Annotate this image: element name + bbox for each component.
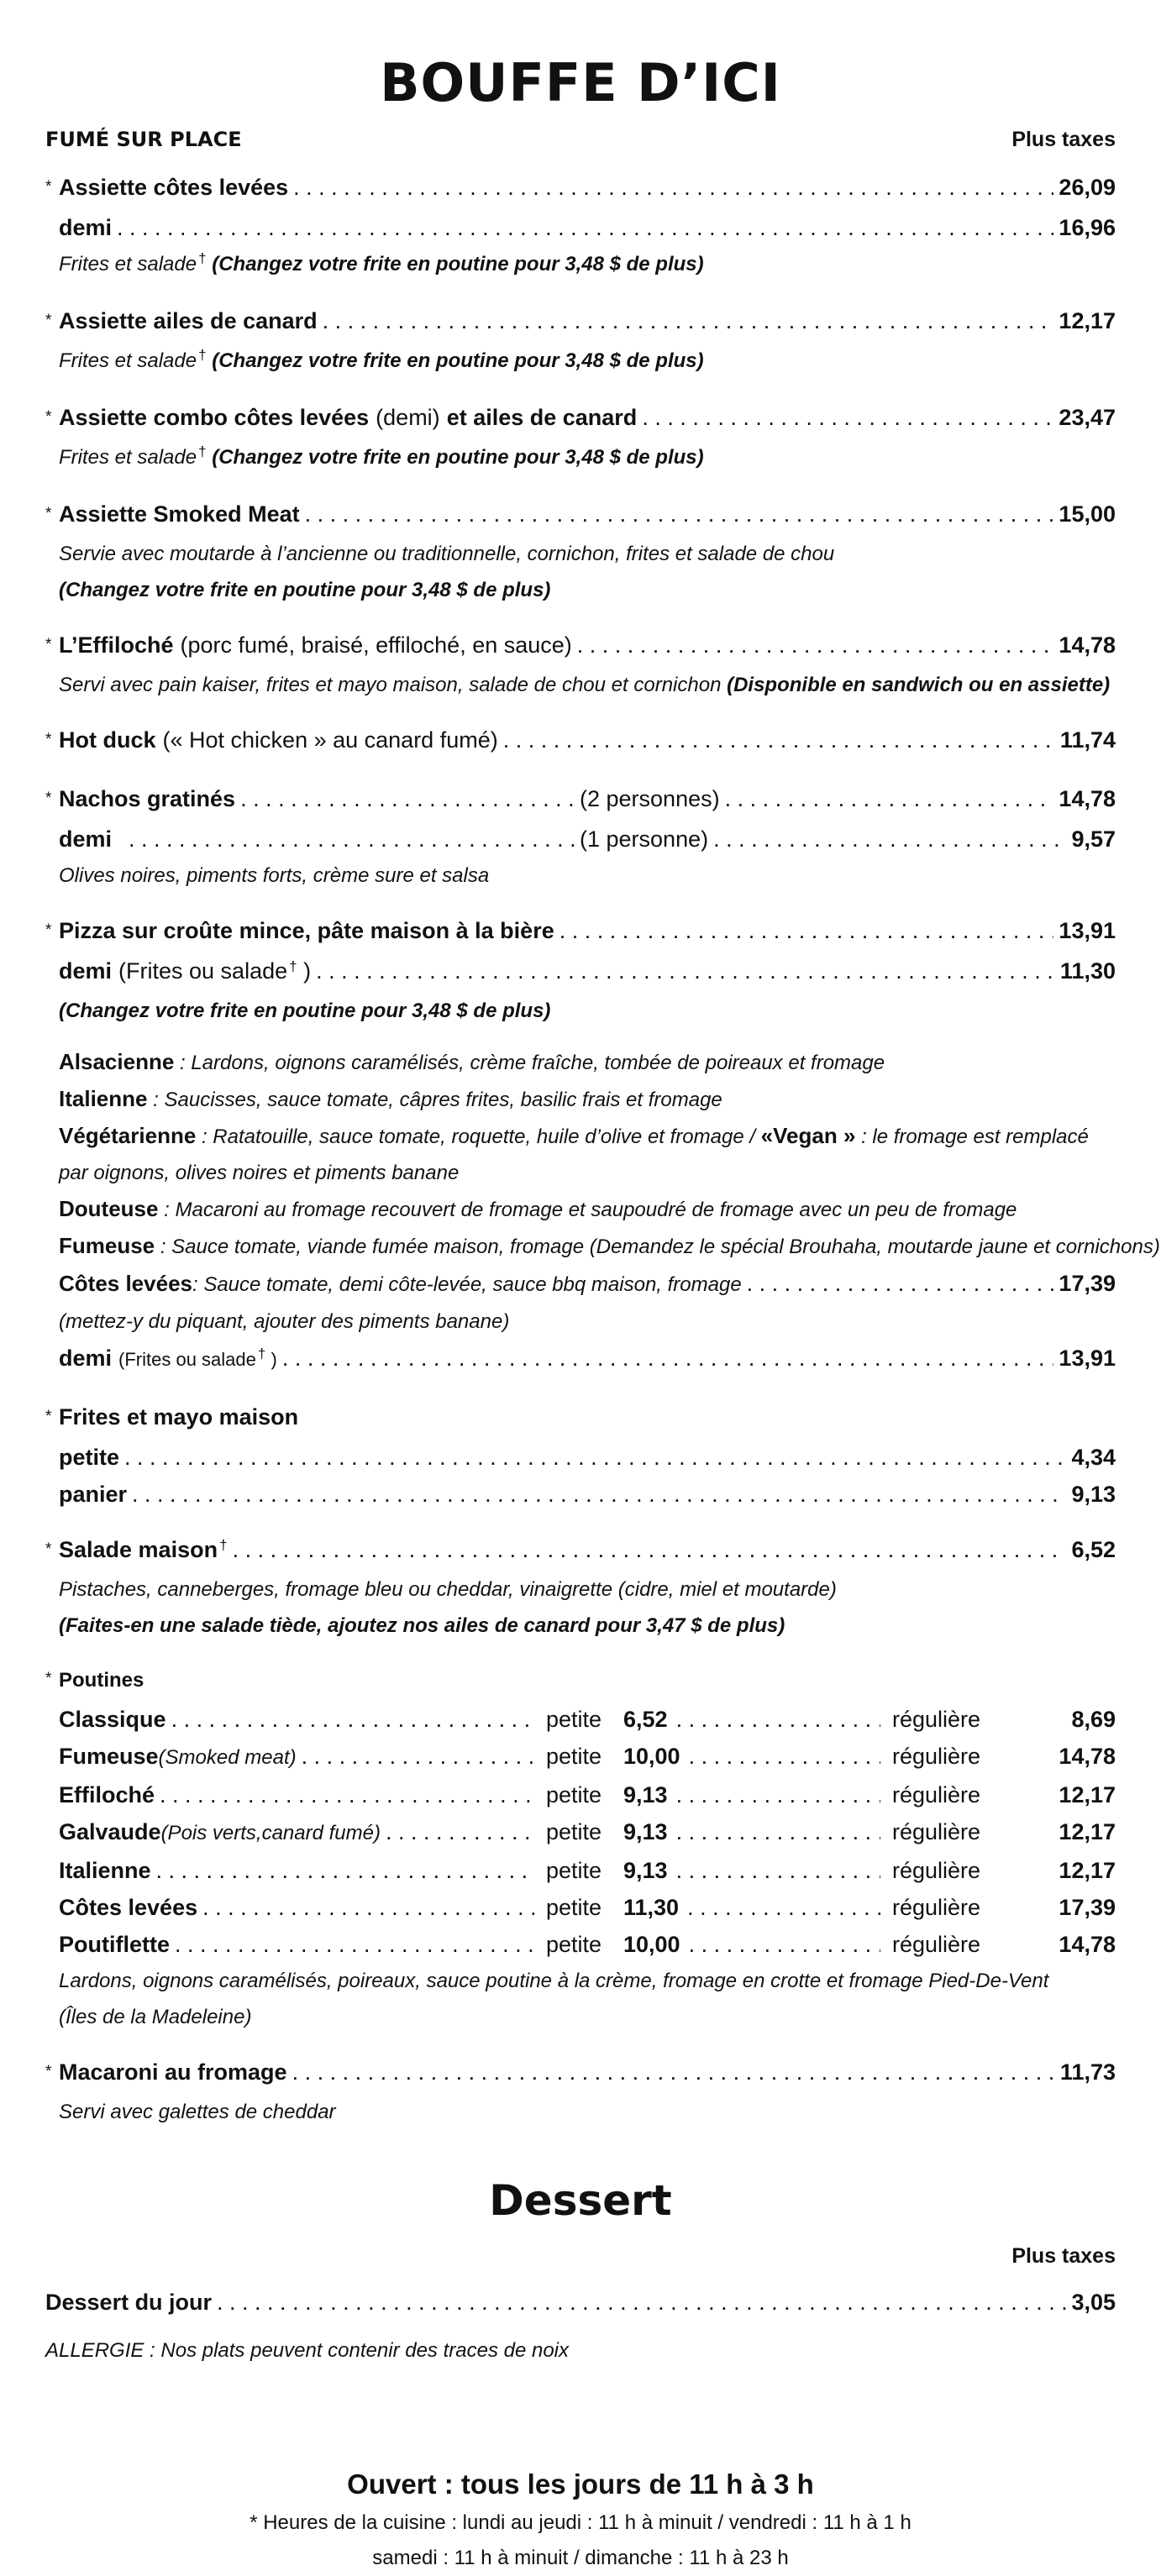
poutine-row [45, 1738, 1116, 1776]
item-description: Servi avec galettes de cheddar [59, 2101, 336, 2123]
dot-leader [175, 1926, 534, 1963]
dot-leader [713, 821, 1066, 858]
poutine-row [45, 1776, 1116, 1813]
item-demi-note: (1 personne) [580, 826, 709, 852]
item-name-end: et ailes de canard [446, 405, 638, 430]
item-price: 26,09 [1059, 175, 1116, 200]
allergy-notice: ALLERGIE : Nos plats peuvent contenir des traces de noix [45, 2339, 570, 2362]
dot-leader [747, 1265, 1054, 1302]
star-marker: * [45, 2063, 52, 2080]
menu-item-poutines [45, 1662, 1116, 2035]
item-description-extra: (Faites-en une salade tiède, ajoutez nos ailes de canard pour 3,47 $ de plus) [59, 1614, 785, 1637]
dot-leader [305, 496, 1054, 533]
item-demi-label: demi [59, 826, 113, 852]
dot-leader [117, 209, 1053, 246]
poutine-petite-label: petite [546, 1819, 602, 1844]
poutine-petite-price: 10,00 [623, 1932, 680, 1957]
item-size-price: 4,34 [1071, 1445, 1116, 1470]
kitchen-hours: * Heures de la cuisine : lundi au jeudi : 11 h à minuit / vendredi : 11 h à 1 h [250, 2511, 911, 2534]
item-price: 14,78 [1059, 632, 1116, 658]
item-description: Servi avec pain kaiser, frites et mayo maison, salade de chou et cornichon (Disponible en sandwich ou en assiette) [59, 674, 1111, 696]
poutine-name: Fumeuse [59, 1744, 159, 1769]
dot-leader [129, 821, 575, 858]
dessert-plus-taxes: Plus taxes [1011, 2244, 1116, 2268]
item-name: Frites et mayo maison [59, 1404, 299, 1430]
poutine-reg-label: régulière [892, 1707, 981, 1732]
item-name: Assiette ailes de canard [59, 308, 318, 333]
item-demi-label: demi [59, 958, 113, 984]
item-price: 3,05 [1071, 2290, 1116, 2315]
dot-leader [156, 1852, 534, 1889]
item-description-extra: (Changez votre frite en poutine pour 3,48 $ de plus) [59, 579, 551, 601]
item-price: 14,78 [1059, 786, 1116, 811]
poutine-petite-price: 9,13 [623, 1858, 668, 1883]
section-header [45, 128, 1116, 152]
star-marker: * [45, 790, 52, 807]
poutine-petite-price: 10,00 [623, 1744, 680, 1769]
item-name-note: (porc fumé, braisé, effiloché, en sauce) [180, 632, 572, 658]
pizza-variant-cotes-levees: Côtes levées : Sauce tomate, demi côte-levée, sauce bbq maison, fromage . . . 17,39 [45, 1265, 1116, 1304]
item-name: Assiette Smoked Meat [59, 501, 300, 527]
poutine-petite-label: petite [546, 1707, 602, 1732]
dot-leader [577, 627, 1054, 664]
dot-leader [676, 1852, 880, 1889]
poutine-reg-label: régulière [892, 1744, 981, 1769]
item-description: Frites et salade † (Changez votre frite en poutine pour 3,48 $ de plus) [59, 347, 704, 372]
section-label: FUMÉ SUR PLACE [45, 128, 242, 151]
poutine-reg-label: régulière [892, 1932, 981, 1957]
menu-item-dessert [45, 2284, 1116, 2321]
item-name: Dessert du jour [45, 2290, 213, 2315]
pizza-variant-italienne: Italienne : Saucisses, sauce tomate, câpres frites, basilic frais et fromage [59, 1086, 722, 1111]
item-size-price: 9,13 [1071, 1482, 1116, 1507]
dot-leader [160, 1776, 534, 1813]
dot-leader [302, 1738, 534, 1775]
pizza-variant-alsacienne: Alsacienne : Lardons, oignons caramélisés, crème fraîche, tombée de poireaux et fromage [59, 1049, 885, 1074]
item-demi-label: demi [59, 1346, 113, 1371]
item-name: Assiette côtes levées [59, 175, 289, 200]
item-description: Pistaches, canneberges, fromage bleu ou cheddar, vinaigrette (cidre, miel et moutarde) [59, 1578, 837, 1601]
dot-leader [503, 721, 1055, 758]
star-marker: * [45, 1540, 52, 1558]
poutine-note: (Smoked meat) [158, 1746, 297, 1769]
dot-leader [316, 952, 1055, 989]
star-marker: * [45, 312, 52, 329]
star-marker: * [45, 1670, 52, 1687]
plus-taxes-label: Plus taxes [1011, 128, 1116, 151]
item-size-label: petite [59, 1445, 120, 1470]
pizza-variant-fumeuse: Fumeuse : Sauce tomate, viande fumée maison, fromage (Demandez le spécial Brouhaha, moutarde jaune et cornichons) [59, 1233, 1160, 1258]
menu-item-salade: * Salade maison † . . . 6,52 Pistaches, canneberges, fromage bleu ou cheddar, vinaigrette (cidre, miel et moutarde) (Faites-en une salade tiède, ajoutez nos ailes de canard pour 3,47 $ de plus) [45, 1531, 1116, 1644]
kitchen-hours-weekend: samedi : 11 h à minuit / dimanche : 11 h à 23 h [372, 2547, 789, 2569]
footer [45, 2463, 1116, 2576]
dot-leader [124, 1439, 1066, 1476]
poutine-row [45, 1889, 1116, 1926]
item-description: Lardons, oignons caramélisés, poireaux, sauce poutine à la crème, fromage en crotte et fromage Pied-De-Vent [59, 1970, 1049, 1992]
star-marker: * [45, 1408, 52, 1425]
dot-leader [293, 169, 1053, 206]
dot-leader [217, 2284, 1066, 2321]
poutine-name: Galvaude [59, 1819, 161, 1844]
poutine-reg-price: 8,69 [1071, 1707, 1116, 1732]
dot-leader [282, 1340, 1054, 1377]
poutine-petite-price: 6,52 [623, 1707, 668, 1732]
dot-leader [171, 1701, 534, 1738]
poutine-reg-price: 12,17 [1059, 1819, 1116, 1844]
item-name: Macaroni au fromage [59, 2059, 287, 2085]
item-price: 11,73 [1059, 2059, 1116, 2085]
item-description-extra: (Îles de la Madeleine) [59, 2006, 252, 2028]
item-demi-label: demi [59, 215, 113, 240]
item-note: (mettez-y du piquant, ajouter des piments banane) [59, 1310, 510, 1333]
poutine-petite-label: petite [546, 1782, 602, 1807]
dot-leader [689, 1926, 880, 1963]
item-price: 17,39 [1059, 1271, 1116, 1296]
poutine-name: Italienne [59, 1858, 151, 1883]
poutine-reg-label: régulière [892, 1819, 981, 1844]
menu-item-macaroni [45, 2054, 1116, 2130]
menu-item-combo [45, 399, 1116, 477]
dot-leader [687, 1889, 880, 1926]
poutine-reg-price: 14,78 [1059, 1744, 1116, 1769]
pizza-variant-vegetarienne: Végétarienne : Ratatouille, sauce tomate, roquette, huile d’olive et fromage / «Vegan » : le fromage est remplacé par oignons, olives noires et piments banane [59, 1123, 1089, 1184]
poutine-petite-label: petite [546, 1932, 602, 1957]
menu-item-nachos [45, 780, 1116, 894]
item-price: 15,00 [1059, 501, 1116, 527]
item-price: 11,74 [1059, 727, 1116, 753]
item-description: Servie avec moutarde à l’ancienne ou traditionnelle, cornichon, frites et salade de chou [59, 543, 835, 565]
item-price: 23,47 [1059, 405, 1116, 430]
item-name-note: (« Hot chicken » au canard fumé) [162, 727, 498, 753]
dot-leader [725, 780, 1054, 817]
item-name: Poutines [59, 1669, 144, 1692]
item-demi-price: 9,57 [1071, 826, 1116, 852]
star-marker: * [45, 731, 52, 748]
star-marker: * [45, 505, 52, 522]
poutine-name: Côtes levées [59, 1895, 198, 1920]
star-marker: * [45, 178, 52, 196]
pizza-variant-douteuse: Douteuse : Macaroni au fromage recouvert de fromage et saupoudré de fromage avec un peu de fromage [59, 1196, 1017, 1221]
item-price: 6,52 [1071, 1537, 1116, 1562]
poutine-reg-label: régulière [892, 1895, 981, 1920]
dot-leader [689, 1738, 880, 1775]
dot-leader [202, 1889, 534, 1926]
item-name: L’Effiloché [59, 632, 174, 658]
menu-title: BOUFFE D’ICI [380, 52, 781, 113]
dot-leader [676, 1776, 880, 1813]
poutine-reg-label: régulière [892, 1858, 981, 1883]
poutine-petite-price: 11,30 [623, 1895, 680, 1920]
item-demi-price: 11,30 [1059, 958, 1116, 984]
dot-leader [132, 1476, 1066, 1513]
poutine-reg-price: 12,17 [1059, 1782, 1116, 1807]
menu-item-hot-duck [45, 721, 1116, 762]
poutine-petite-price: 9,13 [623, 1782, 668, 1807]
poutine-petite-price: 9,13 [623, 1819, 668, 1844]
star-marker: * [45, 636, 52, 653]
poutine-row [45, 1926, 1116, 1963]
menu-item-frites [45, 1398, 1116, 1513]
item-demi-price: 13,91 [1059, 1346, 1116, 1371]
item-size-label: panier [59, 1482, 128, 1507]
item-description: Frites et salade † (Changez votre frite en poutine pour 3,48 $ de plus) [59, 443, 704, 469]
menu-item-smoked-meat [45, 496, 1116, 608]
poutine-reg-label: régulière [892, 1782, 981, 1807]
dot-leader [676, 1813, 880, 1850]
dot-leader [240, 780, 575, 817]
opening-hours: Ouvert : tous les jours de 11 h à 3 h [347, 2468, 814, 2500]
star-marker: * [45, 408, 52, 426]
dot-leader [559, 912, 1054, 949]
menu-item-ailes-canard [45, 302, 1116, 380]
item-demi-note: (Frites ou salade † ) [118, 1346, 277, 1370]
item-note: (2 personnes) [580, 786, 720, 811]
item-name: Pizza sur croûte mince, pâte maison à la bière [59, 918, 554, 943]
poutine-name: Poutiflette [59, 1932, 170, 1957]
poutine-reg-price: 17,39 [1059, 1895, 1116, 1920]
item-demi-note: (Frites ou salade † ) [118, 958, 312, 984]
poutine-petite-label: petite [546, 1858, 602, 1883]
poutine-row [45, 1701, 1116, 1738]
item-description: Frites et salade † (Changez votre frite en poutine pour 3,48 $ de plus) [59, 250, 704, 275]
item-name: Nachos gratinés [59, 786, 236, 811]
item-name: Assiette combo côtes levées [59, 405, 370, 430]
item-description: (Changez votre frite en poutine pour 3,48 $ de plus) [59, 999, 551, 1022]
poutine-reg-price: 12,17 [1059, 1858, 1116, 1883]
menu-item-pizza [45, 912, 1160, 1380]
item-name: Salade maison [59, 1537, 218, 1562]
poutine-reg-price: 14,78 [1059, 1932, 1116, 1957]
poutine-table [45, 1701, 1116, 1963]
poutine-petite-label: petite [546, 1744, 602, 1769]
poutine-name: Classique [59, 1707, 166, 1732]
menu-item-effiloche [45, 627, 1116, 703]
item-price: 13,91 [1059, 918, 1116, 943]
dot-leader [233, 1531, 1067, 1568]
poutine-name: Effiloché [59, 1782, 155, 1807]
dot-leader [642, 399, 1053, 436]
item-price: 12,17 [1059, 308, 1116, 333]
item-demi-price: 16,96 [1059, 215, 1116, 240]
poutine-petite-label: petite [546, 1895, 602, 1920]
menu-item-cotes-levees [45, 169, 1116, 284]
item-description: Olives noires, piments forts, crème sure et salsa [59, 864, 490, 887]
dot-leader [676, 1701, 880, 1738]
poutine-row [45, 1813, 1116, 1852]
dot-leader [323, 302, 1054, 339]
dot-leader [292, 2054, 1055, 2091]
poutine-row [45, 1852, 1116, 1889]
item-name: Hot duck [59, 727, 156, 753]
star-marker: * [45, 921, 52, 939]
dot-leader [386, 1813, 534, 1850]
dessert-title: Dessert [489, 2176, 672, 2225]
item-name-note: (demi) [376, 405, 440, 430]
poutine-note: (Pois verts,canard fumé) [160, 1822, 381, 1844]
